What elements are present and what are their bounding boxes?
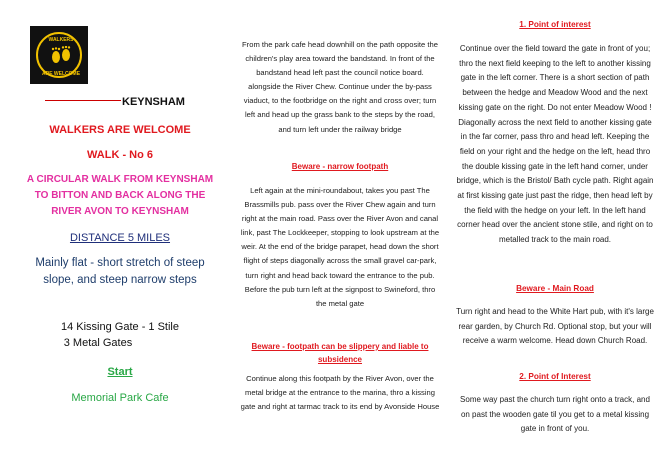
- title-rule: [45, 100, 121, 101]
- directions-paragraph-3: Continue along this footpath by the River Avon, over the metal bridge at the entrance to the marina, thro a kissing gate and right at tarmac track to its end by Avonside House: [240, 374, 440, 412]
- point-of-interest-2: 2. Point of Interest: [519, 372, 591, 381]
- start-label: Start: [107, 366, 133, 378]
- point-of-interest-1: 1. Point of interest: [519, 20, 591, 29]
- warning-slippery-footpath: Beware - footpath can be slippery and liable to subsidence: [251, 342, 429, 364]
- logo-top-text: WALKERS: [48, 37, 74, 43]
- directions-paragraph-4: Continue over the field toward the gate in front of you; thro the next field keeping to the left to another kissing gate in the left corner. There is a short section of path between the hedge and Meadow Wood and the next kissing gate on the right. Do not enter Meadow Wood ! Diagonally across the next field to another kissing gate in the far corner, pass thro and head left. Keeping the field on your right and the hedge on the left, head thro the double kissing gate in the left hand corner, under bridge, which is the Bristol/ Bath cycle path. Right again at first kissing gate just past the ridge, then head left by the field with the hedge on your left. In the left hand corner head over the ancient stone stile, and right on to metalled track to the main road.: [456, 44, 654, 245]
- walk-number: WALK - No 6: [87, 149, 153, 161]
- walkers-heading: WALKERS ARE WELCOME: [49, 124, 191, 136]
- start-place: Memorial Park Cafe: [71, 392, 169, 404]
- terrain-description: Mainly flat - short stretch of steep slope, and steep narrow steps: [35, 257, 205, 286]
- walk-description: A CIRCULAR WALK FROM KEYNSHAM TO BITTON AND BACK ALONG THE RIVER AVON TO KEYNSHAM: [26, 174, 214, 217]
- directions-paragraph-2: Left again at the mini-roundabout, takes you past The Brassmills pub. pass over the River Chew again and turn right at the main road. Pass over the River Avon and canal link, past The Lockkeeper, stopping to look upstream at the weir. At the end of the bridge parapet, head down the short flight of steps diagonally across the small gravel car-park, turn right and head back toward the entrance to the pub. Before the pub turn left at the signpost to Swineford, thro the metal gate: [240, 186, 440, 308]
- warning-narrow-footpath: Beware - narrow footpath: [291, 162, 389, 171]
- directions-paragraph-1: From the park cafe head downhill on the path opposite the children's play area toward the bandstand. In front of the bandstand head left past the council notice board. alongside the River Chew. Continue under the by-pass viaduct, to the footbridge on the right and cross over; turn left and head up the grass bank to the steps by the road, and turn left under the railway bridge: [242, 40, 438, 134]
- distance: DISTANCE 5 MILES: [69, 232, 171, 244]
- logo-bottom-text: ARE WELCOME: [41, 71, 81, 77]
- metal-gate-count: 3 Metal Gates: [63, 337, 133, 349]
- gate-count: 14 Kissing Gate - 1 Stile: [60, 321, 179, 333]
- footprints-icon: [47, 46, 75, 66]
- town-title: KEYNSHAM: [122, 96, 185, 108]
- warning-main-road: Beware - Main Road: [516, 284, 594, 293]
- directions-paragraph-5: Turn right and head to the White Hart pub, with it's large rear garden, by Church Rd. Optional stop, but your will receive a warm welcome. Head down Church Road.: [456, 307, 654, 346]
- walkers-are-welcome-logo: [30, 26, 88, 84]
- logo-ring: [36, 32, 82, 78]
- directions-paragraph-6: Some way past the church turn right onto a track, and on past the wooden gate til you get to a metal kissing gate in front of you.: [460, 395, 650, 434]
